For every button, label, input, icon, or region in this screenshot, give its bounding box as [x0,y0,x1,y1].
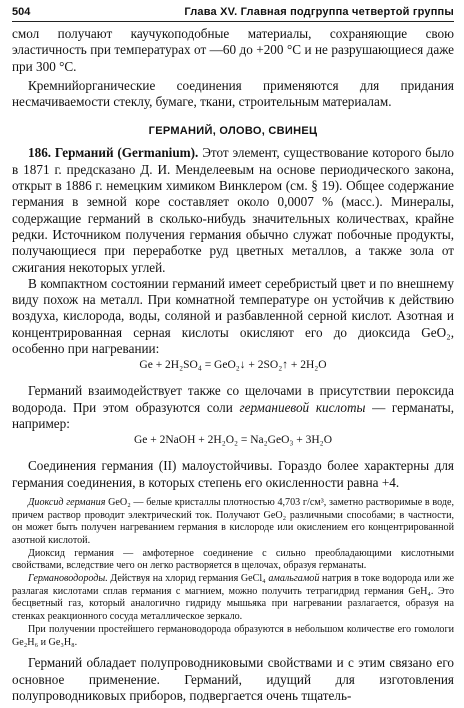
paragraph-oxidation-states: Соединения германия (II) малоустойчивы. Гораздо более характерны для германия соединения, в которых степень его окисленности равна +4. [12,458,454,490]
term-amalgam: амальгамой [268,573,320,585]
page-header [12,6,454,22]
note-homologs: При получении простейшего германоводорода образуются в небольшом количестве его гомологи Ge₂H₆ и Ge₃H₈. [12,623,454,648]
running-title: Глава XV. Главная подгруппа четвертой группы [184,6,454,18]
paragraph-semiconductor: Германий обладает полупроводниковыми свойствами и с этим связано его основное применение. Германий, идущий для изготовления полупроводниковых приборов, подвергается очень тщатель- [12,655,454,703]
term-germanic-acid: германиевой кислоты [239,399,366,415]
term-germanes: Германоводороды. [28,573,108,585]
formula-germanate: Ge + 2NaOH + 2H₂O₂ = Na₂GeO₃ + 3H₂O [133,434,332,447]
note-amphoteric: Диоксид германия — амфотерное соединение с сильно преобладающими кислотными свойствами, вследствие чего он легко растворяется в щелочах, образуя германаты. [12,547,454,572]
page-number: 504 [12,6,31,18]
paragraph-germanium-intro [12,145,454,275]
formula-sulfuric-acid: Ge + 2H₂SO₄ = GeO₂↓ + 2SO₂↑ + 2H₂O [139,359,327,372]
note-germanes-text-a: Действуя на хлорид германия GeCl₄ [107,573,269,585]
note-germanes-text-b: натрия в токе водорода или же разлагая кислотами сплав германия с магнием, можно получить тетрагидрид германия GeH₄. Это бесцветный газ, который аналогично гидриду мышьяка при нагревании разлагается, образуя на стенках реакционного сосуда металлическое зеркало. [12,573,454,623]
paragraph-germanium-properties: В компактном состоянии германий имеет серебристый цвет и по внешнему виду похож на металл. При комнатной температуре он устойчив к действию воздуха, кислорода, воды, соляной и разбавленной серной кислот. Азотная и концентрированная серная кислоты окисляют его до диоксида GeO₂, особенно при нагревании: [12,275,454,357]
section-title: ГЕРМАНИЙ, ОЛОВО, СВИНЕЦ [148,125,318,138]
note-germanium-dioxide-text: GeO₂ — белые кристаллы плотностью 4,703 г/см³, заметно растворимые в воде, причем раствор проводит электрический ток. Получают GeO₂ различными способами; в частности, он может быть получен нагреванием германия в кислороде или окислением его концентрированной азотной кислотой. [12,496,454,546]
article-heading: 186. Германий (Germanium). [28,145,199,161]
paragraph-continued: смол получают каучукоподобные материалы, сохраняющие свою эластичность при температурах от —60 до +200 °С и не разрушающиеся даже при 300 °С. [12,26,454,74]
note-germanium-dioxide [12,497,454,548]
paragraph-alkali-text-b: — германаты, например: [12,399,455,431]
paragraph-alkali-reaction [12,383,454,432]
paragraph-organosilicon-use: Кремнийорганические соединения применяются для придания несмачиваемости стеклу, бумаге, ткани, строительным материалам. [12,77,454,110]
paragraph-alkali-text-a: Германий взаимодействует также со щелочами в присутствии пероксида водорода. При этом образуются соли [12,383,454,415]
note-germanes [12,573,454,624]
paragraph-germanium-intro-text: Этот элемент, существование которого было в 1871 г. предсказано Д. И. Менделеевым на основе периодического закона, открыт в 1886 г. немецким химиком Винклером (см. § 19). Общее содержание германия в земной коре составляет около 0,0007 % (масс.). Минералы, содержащие германий в сколько-нибудь значительных количествах, крайне редки. Источником получения германия обычно служат побочные продукты, получающиеся при переработке руд цветных металлов, а также зола от сжигания некоторых углей. [12,145,454,275]
term-germanium-dioxide: Диоксид германия [28,496,106,508]
